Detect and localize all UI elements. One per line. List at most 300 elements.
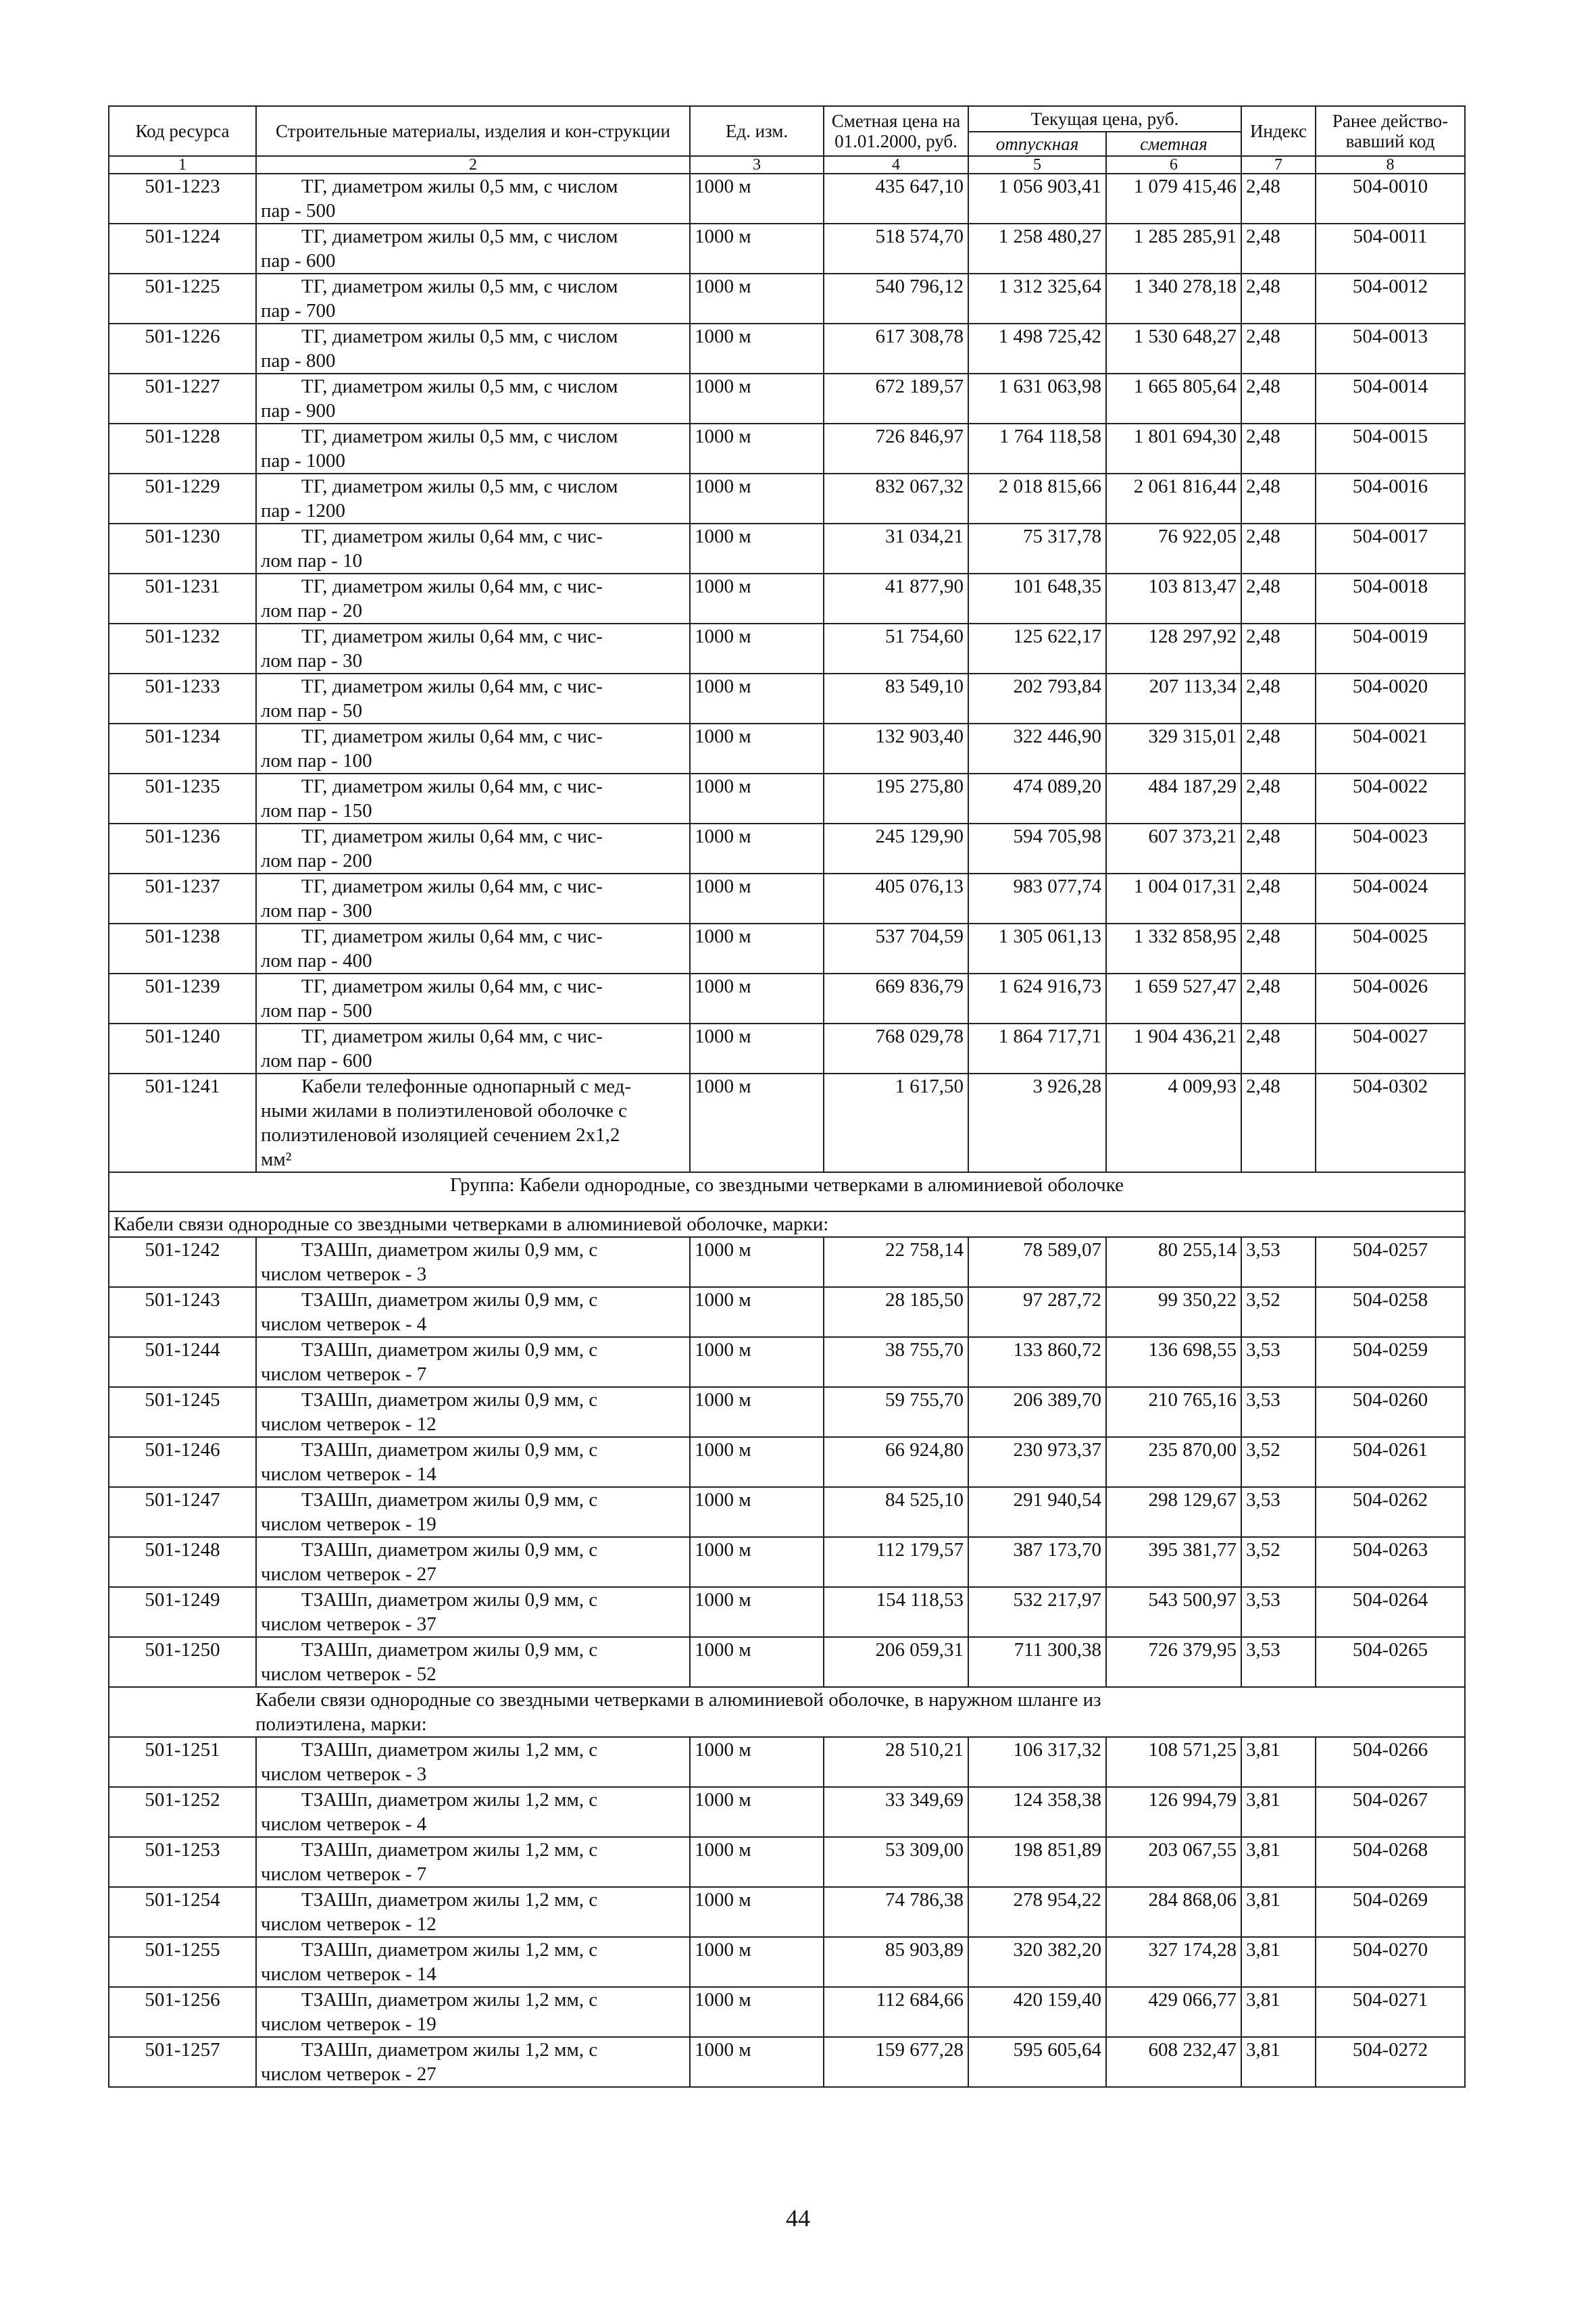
- unit: 1000 м: [690, 724, 824, 774]
- estimate-price: 329 315,01: [1106, 724, 1241, 774]
- price-index: 2,48: [1241, 624, 1316, 674]
- resource-code: 501-1239: [109, 974, 256, 1024]
- table-row: [109, 1537, 1465, 1587]
- unit: 1000 м: [690, 624, 824, 674]
- material-name-line: ТЗАШп, диаметром жилы 1,2 мм, с: [301, 1989, 598, 2011]
- material-name: [256, 1987, 690, 2037]
- prev-code: 504-0271: [1316, 1987, 1465, 2037]
- unit: 1000 м: [690, 874, 824, 924]
- base-price: 59 755,70: [824, 1387, 968, 1437]
- page-number: 44: [786, 2205, 810, 2232]
- material-name-line: Кабели телефонные однопарный с мед-: [301, 1076, 631, 1097]
- estimate-price: 1 530 648,27: [1106, 324, 1241, 374]
- material-name: [256, 1437, 690, 1487]
- release-price: 198 851,89: [968, 1837, 1106, 1887]
- price-index: 3,53: [1241, 1487, 1316, 1537]
- price-index: 3,53: [1241, 1587, 1316, 1637]
- material-name: [256, 274, 690, 324]
- table-row: [109, 2037, 1465, 2087]
- prev-code: 504-0259: [1316, 1337, 1465, 1387]
- unit: 1000 м: [690, 1737, 824, 1787]
- resource-code: 501-1243: [109, 1287, 256, 1337]
- table-row: [109, 1437, 1465, 1487]
- table-row: [109, 424, 1465, 474]
- price-index: 3,81: [1241, 1987, 1316, 2037]
- resource-code: 501-1238: [109, 924, 256, 974]
- table-row: [109, 1487, 1465, 1537]
- base-price: 84 525,10: [824, 1487, 968, 1537]
- base-price: 154 118,53: [824, 1587, 968, 1637]
- material-name-line: лом пар - 150: [261, 800, 372, 822]
- estimate-price: 128 297,92: [1106, 624, 1241, 674]
- release-price: 1 305 061,13: [968, 924, 1106, 974]
- estimate-price: 1 801 694,30: [1106, 424, 1241, 474]
- base-price: 195 275,80: [824, 774, 968, 824]
- material-name: [256, 874, 690, 924]
- prev-code: 504-0262: [1316, 1487, 1465, 1537]
- release-price: 711 300,38: [968, 1637, 1106, 1687]
- base-price: 66 924,80: [824, 1437, 968, 1487]
- resource-code: 501-1244: [109, 1337, 256, 1387]
- prev-code: 504-0264: [1316, 1587, 1465, 1637]
- price-index: 2,48: [1241, 374, 1316, 424]
- material-name: [256, 824, 690, 874]
- table-row: [109, 1387, 1465, 1437]
- material-name-line: пар - 700: [261, 300, 336, 322]
- price-index: 3,52: [1241, 1287, 1316, 1337]
- material-name-line: числом четверок - 19: [261, 2013, 437, 2035]
- estimate-price: 429 066,77: [1106, 1987, 1241, 2037]
- table-row: [109, 1587, 1465, 1637]
- prev-code: 504-0258: [1316, 1287, 1465, 1337]
- unit: 1000 м: [690, 1437, 824, 1487]
- table-row: [109, 1937, 1465, 1987]
- prev-code: 504-0014: [1316, 374, 1465, 424]
- material-name: [256, 1387, 690, 1437]
- material-name: [256, 1587, 690, 1637]
- resource-code: 501-1257: [109, 2037, 256, 2087]
- release-price: 78 589,07: [968, 1237, 1106, 1287]
- table-row: [109, 1337, 1465, 1387]
- table-body: [109, 1737, 1465, 2087]
- material-name-line: ТГ, диаметром жилы 0,5 мм, с числом: [301, 176, 618, 197]
- table-row: [109, 374, 1465, 424]
- table-row: [109, 1074, 1465, 1172]
- price-index: 2,48: [1241, 174, 1316, 224]
- prev-code: 504-0024: [1316, 874, 1465, 924]
- release-price: 1 312 325,64: [968, 274, 1106, 324]
- material-name-line: ТГ, диаметром жилы 0,64 мм, с чис-: [301, 576, 603, 597]
- unit: 1000 м: [690, 1024, 824, 1074]
- column-number: 3: [690, 156, 824, 174]
- material-name-line: ТГ, диаметром жилы 0,64 мм, с чис-: [301, 876, 603, 897]
- material-name-line: числом четверок - 7: [261, 1863, 427, 1885]
- resource-code: 501-1237: [109, 874, 256, 924]
- release-price: 230 973,37: [968, 1437, 1106, 1487]
- material-name: [256, 424, 690, 474]
- base-price: 51 754,60: [824, 624, 968, 674]
- price-table: [108, 105, 1466, 2088]
- unit: 1000 м: [690, 1074, 824, 1172]
- resource-code: 501-1256: [109, 1987, 256, 2037]
- base-price: 41 877,90: [824, 574, 968, 624]
- price-index: 2,48: [1241, 874, 1316, 924]
- material-name-line: числом четверок - 12: [261, 1913, 437, 1935]
- material-name-line: ТЗАШп, диаметром жилы 1,2 мм, с: [301, 1789, 598, 1811]
- material-name-line: ТГ, диаметром жилы 0,64 мм, с чис-: [301, 926, 603, 947]
- release-price: 206 389,70: [968, 1387, 1106, 1437]
- material-name-line: ТЗАШп, диаметром жилы 0,9 мм, с: [301, 1439, 598, 1461]
- unit: 1000 м: [690, 174, 824, 224]
- resource-code: 501-1245: [109, 1387, 256, 1437]
- material-name-line: полиэтиленовой изоляцией сечением 2х1,2: [261, 1124, 620, 1146]
- row-501-1241: [109, 1074, 1465, 1237]
- release-price: 291 940,54: [968, 1487, 1106, 1537]
- resource-code: 501-1252: [109, 1787, 256, 1837]
- table-row: [109, 224, 1465, 274]
- header-current-price: Текущая цена, руб.: [968, 106, 1241, 132]
- unit: 1000 м: [690, 1287, 824, 1337]
- resource-code: 501-1234: [109, 724, 256, 774]
- release-price: 3 926,28: [968, 1074, 1106, 1172]
- table-row: [109, 1987, 1465, 2037]
- prev-code: 504-0268: [1316, 1837, 1465, 1887]
- estimate-price: 103 813,47: [1106, 574, 1241, 624]
- material-name: [256, 1637, 690, 1687]
- prev-code: 504-0020: [1316, 674, 1465, 724]
- release-price: 75 317,78: [968, 524, 1106, 574]
- release-price: 1 864 717,71: [968, 1024, 1106, 1074]
- material-name-line: ТГ, диаметром жилы 0,5 мм, с числом: [301, 476, 618, 497]
- material-name: [256, 1737, 690, 1787]
- price-index: 3,53: [1241, 1237, 1316, 1287]
- table-row: [109, 1287, 1465, 1337]
- resource-code: 501-1240: [109, 1024, 256, 1074]
- price-index: 2,48: [1241, 224, 1316, 274]
- prev-code: 504-0269: [1316, 1887, 1465, 1937]
- prev-code: 504-0022: [1316, 774, 1465, 824]
- base-price: 540 796,12: [824, 274, 968, 324]
- table-row: [109, 1737, 1465, 1787]
- material-name: [256, 1074, 690, 1172]
- material-name: [256, 574, 690, 624]
- column-number: 4: [824, 156, 968, 174]
- table-row: [109, 874, 1465, 924]
- unit: 1000 м: [690, 774, 824, 824]
- material-name-line: пар - 1200: [261, 500, 346, 522]
- material-name-line: ТЗАШп, диаметром жилы 1,2 мм, с: [301, 1739, 598, 1761]
- resource-code: 501-1225: [109, 274, 256, 324]
- price-index: 3,52: [1241, 1437, 1316, 1487]
- prev-code: 504-0010: [1316, 174, 1465, 224]
- base-price: 435 647,10: [824, 174, 968, 224]
- resource-code: 501-1236: [109, 824, 256, 874]
- resource-code: 501-1242: [109, 1237, 256, 1287]
- material-name: [256, 674, 690, 724]
- material-name: [256, 1537, 690, 1587]
- price-index: 3,81: [1241, 1837, 1316, 1887]
- price-index: 2,48: [1241, 974, 1316, 1024]
- price-index: 3,81: [1241, 1937, 1316, 1987]
- estimate-price: 1 904 436,21: [1106, 1024, 1241, 1074]
- base-price: 672 189,57: [824, 374, 968, 424]
- resource-code: 501-1246: [109, 1437, 256, 1487]
- material-name: [256, 324, 690, 374]
- material-name-line: числом четверок - 14: [261, 1463, 437, 1485]
- release-price: 97 287,72: [968, 1287, 1106, 1337]
- material-name-line: лом пар - 30: [261, 650, 363, 672]
- material-name-line: ТГ, диаметром жилы 0,5 мм, с числом: [301, 276, 618, 297]
- material-name-line: ТЗАШп, диаметром жилы 1,2 мм, с: [301, 1939, 598, 1961]
- prev-code: 504-0016: [1316, 474, 1465, 524]
- prev-code: 504-0266: [1316, 1737, 1465, 1787]
- table-row: [109, 1637, 1465, 1687]
- resource-code: 501-1251: [109, 1737, 256, 1787]
- material-name-line: ТГ, диаметром жилы 0,64 мм, с чис-: [301, 626, 603, 647]
- material-name-line: лом пар - 50: [261, 700, 363, 722]
- material-name-line: пар - 900: [261, 400, 336, 422]
- material-name-line: ТЗАШп, диаметром жилы 1,2 мм, с: [301, 1889, 598, 1911]
- base-price: 83 549,10: [824, 674, 968, 724]
- release-price: 125 622,17: [968, 624, 1106, 674]
- prev-code: 504-0263: [1316, 1537, 1465, 1587]
- resource-code: 501-1232: [109, 624, 256, 674]
- resource-code: 501-1230: [109, 524, 256, 574]
- estimate-price: 126 994,79: [1106, 1787, 1241, 1837]
- estimate-price: 395 381,77: [1106, 1537, 1241, 1587]
- unit: 1000 м: [690, 1787, 824, 1837]
- price-index: 2,48: [1241, 724, 1316, 774]
- material-name-line: ТЗАШп, диаметром жилы 0,9 мм, с: [301, 1589, 598, 1611]
- price-index: 3,81: [1241, 1737, 1316, 1787]
- base-price: 832 067,32: [824, 474, 968, 524]
- base-price: 53 309,00: [824, 1837, 968, 1887]
- price-index: 2,48: [1241, 1024, 1316, 1074]
- header-estimate-price: сметная: [1106, 132, 1241, 156]
- release-price: 1 056 903,41: [968, 174, 1106, 224]
- estimate-price: 76 922,05: [1106, 524, 1241, 574]
- base-price: 518 574,70: [824, 224, 968, 274]
- price-index: 3,53: [1241, 1637, 1316, 1687]
- unit: 1000 м: [690, 524, 824, 574]
- base-price: 768 029,78: [824, 1024, 968, 1074]
- material-name-line: ТЗАШп, диаметром жилы 0,9 мм, с: [301, 1289, 598, 1311]
- base-price: 159 677,28: [824, 2037, 968, 2087]
- table-row: [109, 1887, 1465, 1937]
- unit: 1000 м: [690, 1837, 824, 1887]
- header-index: Индекс: [1241, 106, 1316, 156]
- estimate-price: 80 255,14: [1106, 1237, 1241, 1287]
- table-row: [109, 174, 1465, 224]
- resource-code: 501-1250: [109, 1637, 256, 1687]
- material-name-line: лом пар - 10: [261, 550, 363, 572]
- release-price: 124 358,38: [968, 1787, 1106, 1837]
- release-price: 101 648,35: [968, 574, 1106, 624]
- material-name-line: числом четверок - 3: [261, 1763, 427, 1785]
- table-row: [109, 924, 1465, 974]
- material-name-line: ТГ, диаметром жилы 0,64 мм, с чис-: [301, 526, 603, 547]
- release-price: 387 173,70: [968, 1537, 1106, 1587]
- release-price: 983 077,74: [968, 874, 1106, 924]
- resource-code: 501-1249: [109, 1587, 256, 1637]
- column-number: 7: [1241, 156, 1316, 174]
- price-index: 2,48: [1241, 1074, 1316, 1172]
- column-number: 1: [109, 156, 256, 174]
- release-price: 322 446,90: [968, 724, 1106, 774]
- table-row: [109, 574, 1465, 624]
- base-price: 28 510,21: [824, 1737, 968, 1787]
- prev-code: 504-0017: [1316, 524, 1465, 574]
- estimate-price: 1 285 285,91: [1106, 224, 1241, 274]
- material-name: [256, 1024, 690, 1074]
- material-name-line: числом четверок - 7: [261, 1363, 427, 1385]
- prev-code: 504-0013: [1316, 324, 1465, 374]
- prev-code: 504-0272: [1316, 2037, 1465, 2087]
- material-name-line: пар - 600: [261, 250, 336, 272]
- material-name: [256, 1887, 690, 1937]
- estimate-price: 99 350,22: [1106, 1287, 1241, 1337]
- material-name-line: лом пар - 100: [261, 750, 372, 772]
- base-price: 74 786,38: [824, 1887, 968, 1937]
- material-name: [256, 1487, 690, 1537]
- unit: 1000 м: [690, 1237, 824, 1287]
- table-body: [109, 1237, 1465, 1687]
- material-name-line: числом четверок - 3: [261, 1263, 427, 1285]
- estimate-price: 1 340 278,18: [1106, 274, 1241, 324]
- header-base-price: Сметная цена на 01.01.2000, руб.: [824, 106, 968, 156]
- material-name-line: лом пар - 300: [261, 900, 372, 922]
- unit: 1000 м: [690, 224, 824, 274]
- material-name-line: ТЗАШп, диаметром жилы 1,2 мм, с: [301, 2039, 598, 2061]
- estimate-price: 2 061 816,44: [1106, 474, 1241, 524]
- prev-code: 504-0257: [1316, 1237, 1465, 1287]
- header-release-price: отпускная: [968, 132, 1106, 156]
- prev-code: 504-0261: [1316, 1437, 1465, 1487]
- material-name-line: ТЗАШп, диаметром жилы 0,9 мм, с: [301, 1489, 598, 1511]
- material-name: [256, 1837, 690, 1887]
- base-price: 28 185,50: [824, 1287, 968, 1337]
- material-name-line: ТЗАШп, диаметром жилы 0,9 мм, с: [301, 1339, 598, 1361]
- table-row: [109, 1787, 1465, 1837]
- prev-code: 504-0265: [1316, 1637, 1465, 1687]
- unit: 1000 м: [690, 1487, 824, 1537]
- material-name: [256, 524, 690, 574]
- base-price: 85 903,89: [824, 1937, 968, 1987]
- price-index: 2,48: [1241, 924, 1316, 974]
- base-price: 405 076,13: [824, 874, 968, 924]
- prev-code: 504-0260: [1316, 1387, 1465, 1437]
- release-price: 106 317,32: [968, 1737, 1106, 1787]
- material-name: [256, 174, 690, 224]
- header-number-row: [109, 156, 1465, 174]
- unit: 1000 м: [690, 1587, 824, 1637]
- material-name-line: числом четверок - 37: [261, 1613, 437, 1635]
- release-price: 2 018 815,66: [968, 474, 1106, 524]
- estimate-price: 136 698,55: [1106, 1337, 1241, 1387]
- unit: 1000 м: [690, 1637, 824, 1687]
- base-price: 22 758,14: [824, 1237, 968, 1287]
- column-number: 8: [1316, 156, 1465, 174]
- estimate-price: 608 232,47: [1106, 2037, 1241, 2087]
- material-name: [256, 224, 690, 274]
- table-row: [109, 824, 1465, 874]
- material-name-line: ТЗАШп, диаметром жилы 0,9 мм, с: [301, 1639, 598, 1661]
- estimate-price: 327 174,28: [1106, 1937, 1241, 1987]
- estimate-price: 726 379,95: [1106, 1637, 1241, 1687]
- subgroup-row: [109, 1211, 1465, 1237]
- prev-code: 504-0025: [1316, 924, 1465, 974]
- base-price: 537 704,59: [824, 924, 968, 974]
- estimate-price: 1 079 415,46: [1106, 174, 1241, 224]
- prev-code: 504-0021: [1316, 724, 1465, 774]
- unit: 1000 м: [690, 374, 824, 424]
- unit: 1000 м: [690, 974, 824, 1024]
- material-name-line: ТГ, диаметром жилы 0,64 мм, с чис-: [301, 1026, 603, 1047]
- group-title-row: [109, 1172, 1465, 1211]
- table-row: [109, 524, 1465, 574]
- material-name-line: ТГ, диаметром жилы 0,64 мм, с чис-: [301, 676, 603, 697]
- material-name: [256, 1937, 690, 1987]
- unit: 1000 м: [690, 1537, 824, 1587]
- release-price: 133 860,72: [968, 1337, 1106, 1387]
- price-index: 2,48: [1241, 824, 1316, 874]
- table-row: [109, 324, 1465, 374]
- material-name: [256, 474, 690, 524]
- base-price: 669 836,79: [824, 974, 968, 1024]
- estimate-price: 4 009,93: [1106, 1074, 1241, 1172]
- price-index: 2,48: [1241, 424, 1316, 474]
- unit: 1000 м: [690, 274, 824, 324]
- estimate-price: 1 665 805,64: [1106, 374, 1241, 424]
- material-name-line: ТЗАШп, диаметром жилы 0,9 мм, с: [301, 1239, 598, 1261]
- release-price: 420 159,40: [968, 1987, 1106, 2037]
- resource-code: 501-1253: [109, 1837, 256, 1887]
- header-prev-code: Ранее действо-вавший код: [1316, 106, 1465, 156]
- estimate-price: 607 373,21: [1106, 824, 1241, 874]
- release-price: 1 258 480,27: [968, 224, 1106, 274]
- table-row: [109, 624, 1465, 674]
- material-name-line: числом четверок - 12: [261, 1413, 437, 1435]
- base-price: 38 755,70: [824, 1337, 968, 1387]
- material-name: [256, 624, 690, 674]
- resource-code: 501-1226: [109, 324, 256, 374]
- unit: 1000 м: [690, 1337, 824, 1387]
- estimate-price: 203 067,55: [1106, 1837, 1241, 1887]
- estimate-price: 207 113,34: [1106, 674, 1241, 724]
- resource-code: 501-1227: [109, 374, 256, 424]
- table-row: [109, 1837, 1465, 1887]
- release-price: 595 605,64: [968, 2037, 1106, 2087]
- subgroup-title-line: Кабели связи однородные со звездными четверками в алюминиевой оболочке, в наружном шланге из: [255, 1689, 1101, 1711]
- price-index: 2,48: [1241, 524, 1316, 574]
- release-price: 594 705,98: [968, 824, 1106, 874]
- prev-code: 504-0012: [1316, 274, 1465, 324]
- resource-code: 501-1235: [109, 774, 256, 824]
- column-number: 6: [1106, 156, 1241, 174]
- material-name: [256, 374, 690, 424]
- table-row: [109, 474, 1465, 524]
- price-index: 3,53: [1241, 1387, 1316, 1437]
- material-name: [256, 1337, 690, 1387]
- prev-code: 504-0026: [1316, 974, 1465, 1024]
- release-price: 1 764 118,58: [968, 424, 1106, 474]
- resource-code: 501-1229: [109, 474, 256, 524]
- base-price: 33 349,69: [824, 1787, 968, 1837]
- unit: 1000 м: [690, 474, 824, 524]
- price-index: 3,81: [1241, 1787, 1316, 1837]
- resource-code: 501-1233: [109, 674, 256, 724]
- resource-code: 501-1231: [109, 574, 256, 624]
